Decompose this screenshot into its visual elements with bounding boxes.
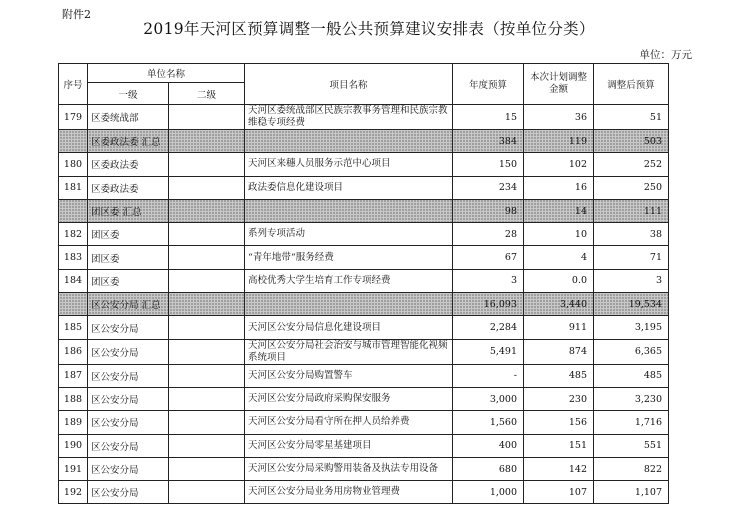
cell-level1: 区公安分局 汇总 xyxy=(88,293,169,316)
cell-seq xyxy=(59,130,88,153)
header-after-adjust: 调整后预算 xyxy=(594,64,669,105)
table-row xyxy=(59,176,669,199)
cell-after-adjust: 3,230 xyxy=(594,387,669,410)
cell-adjust-amount: 14 xyxy=(524,199,594,222)
cell-adjust-amount: 36 xyxy=(524,105,594,130)
cell-seq: 188 xyxy=(59,387,88,410)
cell-level1: 区公安分局 xyxy=(88,411,169,434)
cell-annual-budget: 1,000 xyxy=(453,481,524,504)
page-title: 2019年天河区预算调整一般公共预算建议安排表（按单位分类） xyxy=(143,20,595,38)
table-row xyxy=(59,316,669,339)
cell-level2 xyxy=(169,364,245,387)
cell-after-adjust: 822 xyxy=(594,457,669,480)
table-row xyxy=(59,223,669,246)
cell-seq: 192 xyxy=(59,481,88,504)
cell-seq: 179 xyxy=(59,105,88,130)
cell-project: 高校优秀大学生培育工作专项经费 xyxy=(245,269,453,292)
cell-adjust-amount: 3,440 xyxy=(524,293,594,316)
cell-level1: 区公安分局 xyxy=(88,481,169,504)
cell-project: 天河区公安分局看守所在押人员给养费 xyxy=(245,411,453,434)
cell-level2 xyxy=(169,176,245,199)
cell-seq: 189 xyxy=(59,411,88,434)
cell-project: 天河区公安分局社会治安与城市管理智能化视频系统项目 xyxy=(245,339,453,364)
table-row xyxy=(59,269,669,292)
cell-annual-budget: - xyxy=(453,364,524,387)
cell-project xyxy=(245,293,453,316)
cell-project: 天河区公安分局信息化建设项目 xyxy=(245,316,453,339)
header-project: 项目名称 xyxy=(245,64,453,105)
cell-level2 xyxy=(169,339,245,364)
cell-level1: 团区委 汇总 xyxy=(88,199,169,222)
cell-seq: 186 xyxy=(59,339,88,364)
table-row xyxy=(59,246,669,269)
cell-level2 xyxy=(169,269,245,292)
cell-level2 xyxy=(169,481,245,504)
header-unit-name: 单位名称 xyxy=(88,64,245,83)
header-annual-budget: 年度预算 xyxy=(453,64,524,105)
cell-level1: 团区委 xyxy=(88,223,169,246)
cell-annual-budget: 5,491 xyxy=(453,339,524,364)
cell-project: 天河区来穗人员服务示范中心项目 xyxy=(245,153,453,176)
cell-level2 xyxy=(169,457,245,480)
cell-after-adjust: 1,716 xyxy=(594,411,669,434)
cell-adjust-amount: 874 xyxy=(524,339,594,364)
cell-level1: 团区委 xyxy=(88,246,169,269)
cell-level2 xyxy=(169,153,245,176)
cell-annual-budget: 67 xyxy=(453,246,524,269)
table-row xyxy=(59,339,669,364)
cell-adjust-amount: 119 xyxy=(524,130,594,153)
cell-seq: 187 xyxy=(59,364,88,387)
cell-project: “青年地带“服务经费 xyxy=(245,246,453,269)
cell-level1: 区公安分局 xyxy=(88,339,169,364)
cell-after-adjust: 1,107 xyxy=(594,481,669,504)
cell-project: 天河区委统战部区民族宗教事务管理和民族宗教维稳专项经费 xyxy=(245,105,453,130)
header-level2: 二级 xyxy=(169,83,245,105)
header-level1: 一级 xyxy=(88,83,169,105)
cell-adjust-amount: 10 xyxy=(524,223,594,246)
cell-after-adjust: 503 xyxy=(594,130,669,153)
cell-level1: 区公安分局 xyxy=(88,387,169,410)
cell-project: 天河区公安分局采购警用装备及执法专用设备 xyxy=(245,457,453,480)
cell-project: 政法委信息化建设项目 xyxy=(245,176,453,199)
cell-annual-budget: 150 xyxy=(453,153,524,176)
cell-after-adjust: 6,365 xyxy=(594,339,669,364)
table-row xyxy=(59,434,669,457)
table-body xyxy=(59,105,669,504)
cell-seq: 180 xyxy=(59,153,88,176)
cell-after-adjust: 71 xyxy=(594,246,669,269)
cell-seq: 181 xyxy=(59,176,88,199)
summary-row xyxy=(59,130,669,153)
table-row xyxy=(59,457,669,480)
table-row xyxy=(59,153,669,176)
cell-after-adjust: 111 xyxy=(594,199,669,222)
cell-project: 天河区公安分局零星基建项目 xyxy=(245,434,453,457)
cell-adjust-amount: 485 xyxy=(524,364,594,387)
cell-project xyxy=(245,130,453,153)
cell-level1: 区公安分局 xyxy=(88,364,169,387)
cell-after-adjust: 3 xyxy=(594,269,669,292)
cell-adjust-amount: 911 xyxy=(524,316,594,339)
cell-level2 xyxy=(169,316,245,339)
cell-annual-budget: 234 xyxy=(453,176,524,199)
cell-level1: 团区委 xyxy=(88,269,169,292)
cell-adjust-amount: 0.0 xyxy=(524,269,594,292)
cell-after-adjust: 51 xyxy=(594,105,669,130)
table-header xyxy=(59,64,669,105)
header-seq: 序号 xyxy=(59,64,88,105)
table-row xyxy=(59,364,669,387)
cell-after-adjust: 38 xyxy=(594,223,669,246)
cell-after-adjust: 252 xyxy=(594,153,669,176)
cell-adjust-amount: 16 xyxy=(524,176,594,199)
cell-level2 xyxy=(169,293,245,316)
cell-project xyxy=(245,199,453,222)
cell-annual-budget: 2,284 xyxy=(453,316,524,339)
cell-level2 xyxy=(169,105,245,130)
cell-annual-budget: 1,560 xyxy=(453,411,524,434)
cell-after-adjust: 250 xyxy=(594,176,669,199)
cell-adjust-amount: 156 xyxy=(524,411,594,434)
cell-level2 xyxy=(169,199,245,222)
cell-annual-budget: 15 xyxy=(453,105,524,130)
cell-annual-budget: 384 xyxy=(453,130,524,153)
attachment-label: 附件2 xyxy=(62,8,91,21)
cell-annual-budget: 680 xyxy=(453,457,524,480)
cell-level2 xyxy=(169,223,245,246)
cell-adjust-amount: 102 xyxy=(524,153,594,176)
table-row xyxy=(59,411,669,434)
cell-adjust-amount: 4 xyxy=(524,246,594,269)
cell-annual-budget: 3 xyxy=(453,269,524,292)
cell-after-adjust: 485 xyxy=(594,364,669,387)
table-row xyxy=(59,481,669,504)
cell-adjust-amount: 151 xyxy=(524,434,594,457)
table-row xyxy=(59,387,669,410)
cell-annual-budget: 28 xyxy=(453,223,524,246)
cell-project: 天河区公安分局政府采购保安服务 xyxy=(245,387,453,410)
cell-annual-budget: 16,093 xyxy=(453,293,524,316)
cell-level1: 区公安分局 xyxy=(88,457,169,480)
cell-level2 xyxy=(169,411,245,434)
summary-row xyxy=(59,199,669,222)
cell-seq: 185 xyxy=(59,316,88,339)
unit-label: 单位：万元 xyxy=(639,49,692,61)
cell-level1: 区委政法委 汇总 xyxy=(88,130,169,153)
cell-annual-budget: 3,000 xyxy=(453,387,524,410)
cell-level2 xyxy=(169,387,245,410)
cell-annual-budget: 98 xyxy=(453,199,524,222)
cell-level2 xyxy=(169,246,245,269)
header-adjust-amount: 本次计划调整金额 xyxy=(524,64,594,105)
cell-level1: 区公安分局 xyxy=(88,316,169,339)
cell-after-adjust: 19,534 xyxy=(594,293,669,316)
cell-project: 系列专项活动 xyxy=(245,223,453,246)
cell-seq xyxy=(59,199,88,222)
budget-table xyxy=(58,63,669,504)
cell-level1: 区委统战部 xyxy=(88,105,169,130)
cell-level1: 区委政法委 xyxy=(88,153,169,176)
cell-seq xyxy=(59,293,88,316)
cell-level1: 区公安分局 xyxy=(88,434,169,457)
cell-seq: 182 xyxy=(59,223,88,246)
cell-level2 xyxy=(169,434,245,457)
summary-row xyxy=(59,293,669,316)
cell-level1: 区委政法委 xyxy=(88,176,169,199)
cell-after-adjust: 551 xyxy=(594,434,669,457)
cell-adjust-amount: 230 xyxy=(524,387,594,410)
cell-annual-budget: 400 xyxy=(453,434,524,457)
cell-adjust-amount: 142 xyxy=(524,457,594,480)
cell-seq: 191 xyxy=(59,457,88,480)
cell-project: 天河区公安分局业务用房物业管理费 xyxy=(245,481,453,504)
cell-project: 天河区公安分局购置警车 xyxy=(245,364,453,387)
cell-seq: 184 xyxy=(59,269,88,292)
cell-adjust-amount: 107 xyxy=(524,481,594,504)
table-row xyxy=(59,105,669,130)
cell-seq: 190 xyxy=(59,434,88,457)
cell-after-adjust: 3,195 xyxy=(594,316,669,339)
cell-level2 xyxy=(169,130,245,153)
cell-seq: 183 xyxy=(59,246,88,269)
